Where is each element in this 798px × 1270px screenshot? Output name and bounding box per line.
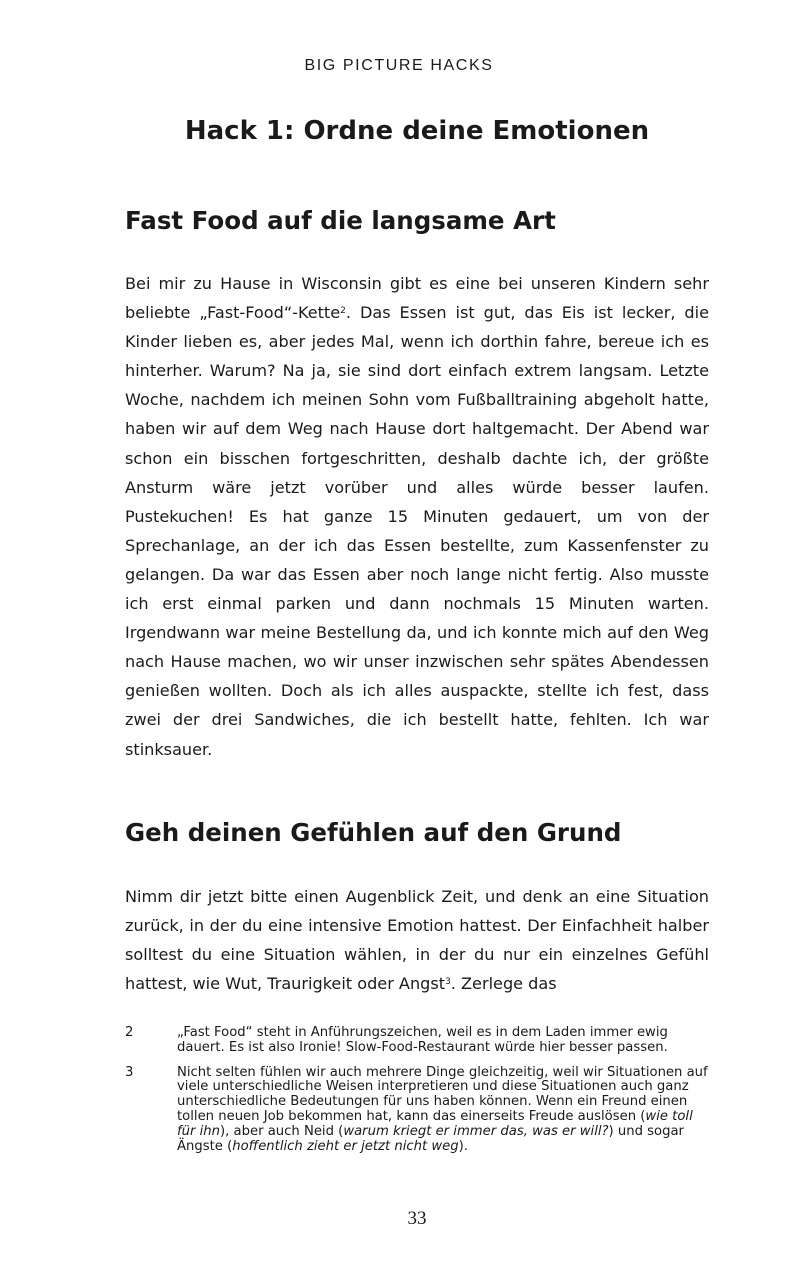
footnote-italic: wie toll für ihn	[177, 1108, 693, 1139]
paragraph-text: . Zerlege das	[450, 974, 557, 994]
section-title-fast-food: Fast Food auf die langsame Art	[125, 206, 556, 235]
paragraph-text: . Das Essen ist gut, das Eis ist lecker, die Kinder lieben es, aber jedes Mal, wenn ich dorthin fahre, bereue ich es hinterher. Warum? Na ja, sie sind dort einfach extrem langsam. Letzte Woche, nachdem ich meinen Sohn vom Fußballtraining abgeholt hatte, haben wir auf dem Weg nach Hause dort haltgemacht. Der Abend war schon ein bisschen fortgeschritten, deshalb dachte ich, der größte Ansturm wäre jetzt vorüber und alles würde besser laufen. Pustekuchen! Es hat ganze 15 Minuten gedauert, um von der Sprechanlage, an der ich das Essen bestellte, zum Kassenfenster zu gelangen. Da war das Essen aber noch lange nicht fertig. Also musste ich erst einmal parken und dann nochmals 15 Minuten warten. Irgendwann war meine Bestellung da, und ich konnte mich auf den Weg nach Hause machen, wo wir unser inzwischen sehr spätes Abendessen genießen wollten. Doch als ich alles auspackte, stellte ich fest, dass zwei der drei Sandwiches, die ich bestellt hatte, fehlten. Ich war stinksauer.	[125, 303, 709, 759]
paragraph-text: Bei mir zu Hause in Wisconsin gibt es eine bei unseren Kindern sehr beliebte „Fast-Food“-Kette	[125, 274, 709, 323]
section-title-gefuehle: Geh deinen Gefühlen auf den Grund	[125, 818, 622, 847]
footnote-text-part: ) und sogar Ängste (	[177, 1123, 684, 1154]
footnote-text-part: Nicht selten fühlen wir auch mehrere Dinge gleichzeitig, weil wir Situationen auf viele unterschiedliche Weisen interpretieren und diese Situationen auch ganz unterschiedliche Bedeutungen für uns haben können. Wenn ein Freund einen tollen neuen Job bekommen hat, kann das einerseits Freude auslösen (	[177, 1064, 708, 1124]
footnote-text: „Fast Food“ steht in Anführungszeichen, weil es in dem Laden immer ewig dauert. Es ist also Ironie! Slow-Food-Restaurant würde hier besser passen.	[177, 1025, 668, 1055]
footnote-number: 2	[125, 1025, 134, 1040]
footnote-reference: 3	[445, 977, 451, 988]
footnote-reference: 2	[340, 306, 346, 317]
footnote-text	[177, 1066, 710, 1155]
footnotes	[125, 1026, 710, 1164]
footnote-number: 3	[125, 1064, 134, 1080]
footnote	[125, 1026, 710, 1056]
footnote	[125, 1066, 710, 1155]
paragraph-text: Nimm dir jetzt bitte einen Augenblick Zeit, und denk an eine Situation zurück, in der du eine intensive Emotion hattest. Der Einfachheit halber solltest du eine Situation wählen, in der du nur ein einzelnes Gefühl hattest, wie Wut, Traurigkeit oder Angst	[125, 887, 709, 994]
footnote-italic: warum kriegt er immer das, was er will?	[343, 1123, 609, 1139]
page-number: 33	[407, 1208, 427, 1229]
running-head: BIG PICTURE HACKS	[304, 57, 494, 74]
footnote-text-part: ), aber auch Neid (	[220, 1123, 344, 1139]
footnote-italic: hoffentlich zieht er jetzt nicht weg	[232, 1138, 459, 1154]
chapter-title: Hack 1: Ordne deine Emotionen	[184, 116, 650, 146]
body-paragraph-fast-food	[125, 269, 709, 764]
footnote-text-part: ).	[458, 1138, 468, 1154]
body-paragraph-gefuehle	[125, 882, 709, 998]
